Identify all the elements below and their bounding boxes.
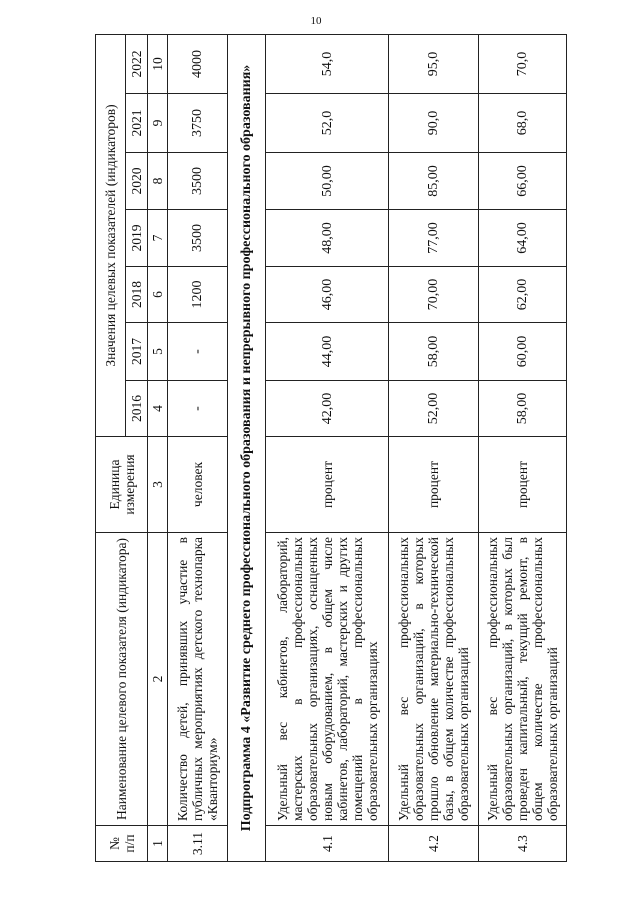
row-value: 66,00: [479, 153, 567, 210]
year-cell: 2021: [126, 94, 148, 153]
row-value: -: [168, 323, 228, 381]
row-unit: человек: [168, 437, 228, 533]
rotated-table-container: [95, 35, 560, 862]
row-name: Количество детей, принявших участие в публичных мероприятиях детского технопарка «Кванториум»: [168, 533, 228, 826]
subprogram-row: [228, 34, 266, 861]
year-cell: 2016: [126, 381, 148, 437]
col-number: 1: [148, 826, 168, 862]
row-unit: процент: [266, 437, 389, 533]
row-value: 52,0: [266, 94, 389, 153]
row-value: 48,00: [266, 210, 389, 267]
row-value: 1200: [168, 267, 228, 323]
year-cell: 2020: [126, 153, 148, 210]
row-name: Удельный вес профессиональных образовательных организаций, в которых прошло обновление материально-технической базы, в общем количестве профессиональных образовательных организаций: [389, 533, 479, 826]
page-number: 10: [310, 15, 322, 27]
col-number: 9: [148, 94, 168, 153]
row-value: 52,00: [389, 381, 479, 437]
col-number: 7: [148, 210, 168, 267]
subprogram-title: Подпрограмма 4 «Развитие среднего профессионального образования и непрерывного профессионального образования»: [228, 34, 266, 861]
row-value: 44,00: [266, 323, 389, 381]
table-row: [168, 34, 228, 861]
year-cell: 2022: [126, 34, 148, 93]
row-num: 4.2: [389, 826, 479, 862]
row-name: Удельный вес кабинетов, лабораторий, мастерских в профессиональных образовательных организациях, оснащенных новым оборудованием, в общем числе кабинетов, лабораторий, мастерских и других помещений в профессиональных образовательных организациях: [266, 533, 389, 826]
row-value: 62,00: [479, 267, 567, 323]
row-value: 85,00: [389, 153, 479, 210]
row-num: 4.3: [479, 826, 567, 862]
row-value: 64,00: [479, 210, 567, 267]
row-value: 68,0: [479, 94, 567, 153]
col-number: 3: [148, 437, 168, 533]
indicators-table: [95, 34, 567, 862]
table-row: [266, 34, 389, 861]
row-value: 77,00: [389, 210, 479, 267]
row-value: 60,00: [479, 323, 567, 381]
col-number: 5: [148, 323, 168, 381]
row-num: 4.1: [266, 826, 389, 862]
col-number: 6: [148, 267, 168, 323]
header-num: № п/п: [96, 826, 148, 862]
numbering-row: [148, 34, 168, 861]
col-number: 2: [148, 533, 168, 826]
year-cell: 2017: [126, 323, 148, 381]
row-value: 3750: [168, 94, 228, 153]
row-num: 3.11: [168, 826, 228, 862]
row-value: 95,0: [389, 34, 479, 93]
year-cell: 2018: [126, 267, 148, 323]
row-value: 54,0: [266, 34, 389, 93]
col-number: 4: [148, 381, 168, 437]
table-row: [479, 34, 567, 861]
col-number: 8: [148, 153, 168, 210]
row-value: 46,00: [266, 267, 389, 323]
table-row: [389, 34, 479, 861]
row-value: 58,00: [389, 323, 479, 381]
row-unit: процент: [389, 437, 479, 533]
header-name: Наименование целевого показателя (индикатора): [96, 533, 148, 826]
col-number: 10: [148, 34, 168, 93]
row-value: 4000: [168, 34, 228, 93]
row-name: Удельный вес профессиональных образовательных организаций, в которых был проведен капитальный, текущий ремонт, в общем количестве профессиональных образовательных организаций: [479, 533, 567, 826]
header-unit: Единица измерения: [96, 437, 148, 533]
row-value: 3500: [168, 153, 228, 210]
row-value: 58,00: [479, 381, 567, 437]
row-value: -: [168, 381, 228, 437]
row-value: 70,00: [389, 267, 479, 323]
row-value: 70,0: [479, 34, 567, 93]
row-value: 42,00: [266, 381, 389, 437]
year-cell: 2019: [126, 210, 148, 267]
row-value: 90,0: [389, 94, 479, 153]
header-values-group: Значения целевых показателей (индикаторов): [96, 34, 126, 436]
row-unit: процент: [479, 437, 567, 533]
header-row: [96, 34, 126, 861]
row-value: 3500: [168, 210, 228, 267]
row-value: 50,00: [266, 153, 389, 210]
